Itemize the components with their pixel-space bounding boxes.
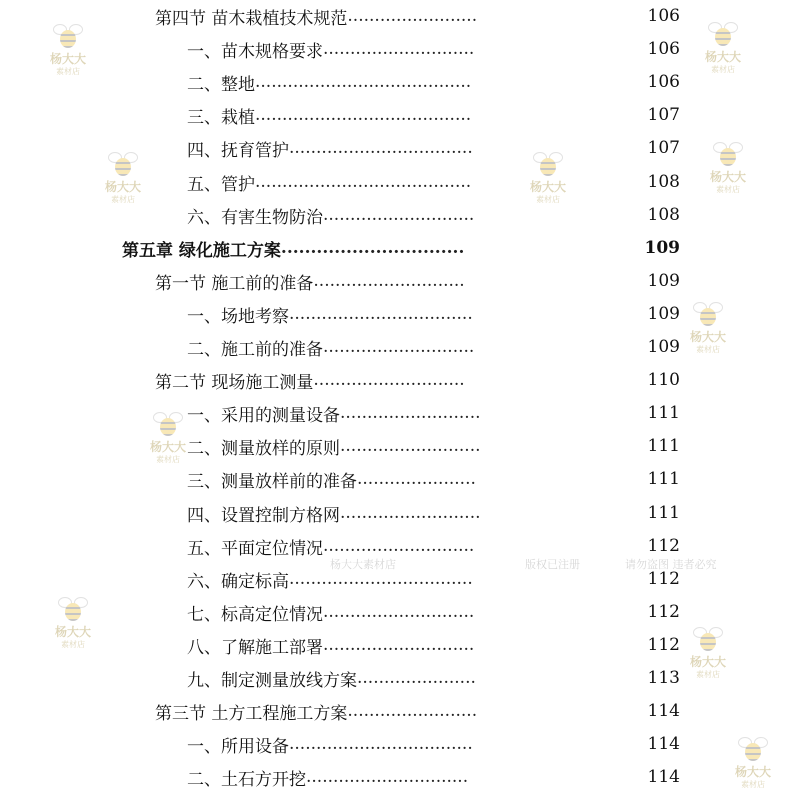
toc-page-number: 109	[644, 238, 680, 258]
toc-page-number: 111	[647, 403, 680, 423]
toc-leader-dots: ........................	[347, 701, 478, 721]
watermark-brand: 杨大大	[689, 330, 726, 344]
toc-entry-title: 第三节 土方工程施工方案	[155, 703, 348, 724]
toc-item-entry[interactable]	[187, 68, 471, 96]
toc-page-number: 109	[647, 337, 680, 357]
toc-page-number: 112	[647, 602, 680, 622]
toc-entry-title: 四、设置控制方格网	[187, 505, 340, 526]
watermark-brand: 杨大大	[54, 625, 91, 639]
toc-item-entry[interactable]	[187, 35, 474, 63]
toc-section-entry[interactable]	[155, 366, 465, 394]
toc-page-number: 109	[647, 304, 680, 324]
toc-leader-dots: ..................................	[289, 734, 473, 754]
toc-leader-dots: ..........................	[340, 503, 481, 523]
toc-leader-dots: ..................................	[289, 138, 473, 158]
toc-entry-title: 一、场地考察	[187, 306, 289, 327]
toc-page-number: 110	[647, 370, 680, 390]
toc-page-number: 107	[647, 105, 680, 125]
watermark-brand: 杨大大	[704, 50, 741, 64]
toc-entry-title: 六、有害生物防治	[187, 207, 323, 228]
toc-leader-dots: ............................	[313, 370, 465, 390]
toc-item-entry[interactable]	[187, 333, 474, 361]
toc-leader-dots: ............................	[323, 602, 475, 622]
watermark-brand: 杨大大	[149, 440, 186, 454]
toc-leader-dots: ......................	[357, 668, 476, 688]
toc-section-entry[interactable]	[155, 697, 477, 725]
toc-leader-dots: ..........................	[340, 436, 481, 456]
watermark-sub: 素材店	[696, 345, 720, 354]
toc-page-number: 114	[647, 767, 680, 787]
toc-page-number: 106	[647, 72, 680, 92]
toc-leader-dots: ........................	[347, 6, 478, 26]
toc-entry-title: 第一节 施工前的准备	[155, 273, 314, 294]
toc-entry-title: 第二节 现场施工测量	[155, 372, 314, 393]
toc-leader-dots: ..............................	[306, 767, 469, 787]
toc-page-number: 114	[647, 701, 680, 721]
toc-page-number: 111	[647, 503, 680, 523]
toc-page-number: 107	[647, 138, 680, 158]
toc-entry-title: 四、抚育管护	[187, 140, 289, 161]
watermark-brand: 杨大大	[734, 765, 771, 779]
watermark-sub: 素材店	[741, 780, 765, 789]
toc-item-entry[interactable]	[187, 300, 473, 328]
toc-leader-dots: ............................	[323, 635, 475, 655]
toc-page-number: 109	[647, 271, 680, 291]
toc-page-number: 113	[647, 668, 680, 688]
toc-item-entry[interactable]	[187, 168, 471, 196]
toc-leader-dots: ............................	[323, 39, 475, 59]
watermark-sub: 素材店	[61, 640, 85, 649]
toc-section-entry[interactable]	[155, 2, 477, 30]
toc-item-entry[interactable]	[187, 499, 481, 527]
toc-item-entry[interactable]	[187, 565, 473, 593]
toc-item-entry[interactable]	[187, 631, 474, 659]
watermark-notice: 杨大大素材店	[330, 558, 396, 571]
toc-page-number: 112	[647, 569, 680, 589]
toc-entry-title: 一、所用设备	[187, 736, 289, 757]
toc-page-number: 106	[647, 6, 680, 26]
toc-entry-title: 三、栽植	[187, 107, 255, 128]
toc-page-number: 112	[647, 635, 680, 655]
toc-leader-dots: ............................	[323, 536, 475, 556]
watermark-sub: 素材店	[56, 67, 80, 76]
toc-page-number: 112	[647, 536, 680, 556]
toc-leader-dots: ..........................	[340, 403, 481, 423]
toc-page-number: 108	[647, 172, 680, 192]
toc-leader-dots: ............................	[323, 205, 475, 225]
toc-entry-title: 第四节 苗木栽植技术规范	[155, 8, 348, 29]
toc-item-entry[interactable]	[187, 201, 474, 229]
watermark-sub: 素材店	[716, 185, 740, 194]
watermark-brand: 杨大大	[104, 180, 141, 194]
watermark-brand: 杨大大	[689, 655, 726, 669]
watermark-brand: 杨大大	[709, 170, 746, 184]
toc-page-number: 111	[647, 469, 680, 489]
toc-leader-dots: ...............................	[280, 238, 465, 258]
toc-page-number: 106	[647, 39, 680, 59]
watermark-notice: 版权已注册	[525, 558, 580, 571]
toc-leader-dots: ......................	[357, 469, 476, 489]
toc-entry-title: 八、了解施工部署	[187, 637, 323, 658]
watermark-sub: 素材店	[711, 65, 735, 74]
toc-item-entry[interactable]	[187, 763, 468, 791]
toc-entry-title: 二、土石方开挖	[187, 769, 306, 790]
toc-entry-title: 二、测量放样的原则	[187, 438, 340, 459]
toc-entry-title: 六、确定标高	[187, 571, 289, 592]
toc-leader-dots: ............................	[313, 271, 465, 291]
toc-entry-title: 五、平面定位情况	[187, 538, 323, 559]
watermark-sub: 素材店	[696, 670, 720, 679]
watermark-brand: 杨大大	[529, 180, 566, 194]
toc-page-number: 114	[647, 734, 680, 754]
watermark-sub: 素材店	[156, 455, 180, 464]
toc-item-entry[interactable]	[187, 399, 481, 427]
toc-chapter-entry[interactable]	[122, 234, 464, 262]
toc-leader-dots: ............................	[323, 337, 475, 357]
toc-item-entry[interactable]	[187, 532, 474, 560]
toc-entry-title: 二、整地	[187, 74, 255, 95]
toc-entry-title: 七、标高定位情况	[187, 604, 323, 625]
toc-page-number: 111	[647, 436, 680, 456]
toc-leader-dots: ........................................	[255, 72, 472, 92]
toc-entry-title: 九、制定测量放线方案	[187, 670, 357, 691]
toc-section-entry[interactable]	[155, 267, 465, 295]
toc-entry-title: 三、测量放样前的准备	[187, 471, 357, 492]
toc-item-entry[interactable]	[187, 134, 473, 162]
toc-entry-title: 二、施工前的准备	[187, 339, 323, 360]
toc-item-entry[interactable]	[187, 432, 481, 460]
toc-leader-dots: ........................................	[255, 172, 472, 192]
toc-item-entry[interactable]	[187, 465, 476, 493]
toc-item-entry[interactable]	[187, 664, 476, 692]
watermark-sub: 素材店	[111, 195, 135, 204]
toc-item-entry[interactable]	[187, 101, 471, 129]
toc-item-entry[interactable]	[187, 598, 474, 626]
watermark-sub: 素材店	[536, 195, 560, 204]
toc-entry-title: 一、苗木规格要求	[187, 41, 323, 62]
watermark-notice: 请勿盗图 违者必究	[625, 558, 717, 571]
toc-item-entry[interactable]	[187, 730, 473, 758]
toc-page-number: 108	[647, 205, 680, 225]
toc-leader-dots: ..................................	[289, 304, 473, 324]
toc-entry-title: 第五章 绿化施工方案	[122, 240, 281, 261]
toc-leader-dots: ..................................	[289, 569, 473, 589]
toc-leader-dots: ........................................	[255, 105, 472, 125]
toc-entry-title: 五、管护	[187, 174, 255, 195]
toc-entry-title: 一、采用的测量设备	[187, 405, 340, 426]
watermark-brand: 杨大大	[49, 52, 86, 66]
